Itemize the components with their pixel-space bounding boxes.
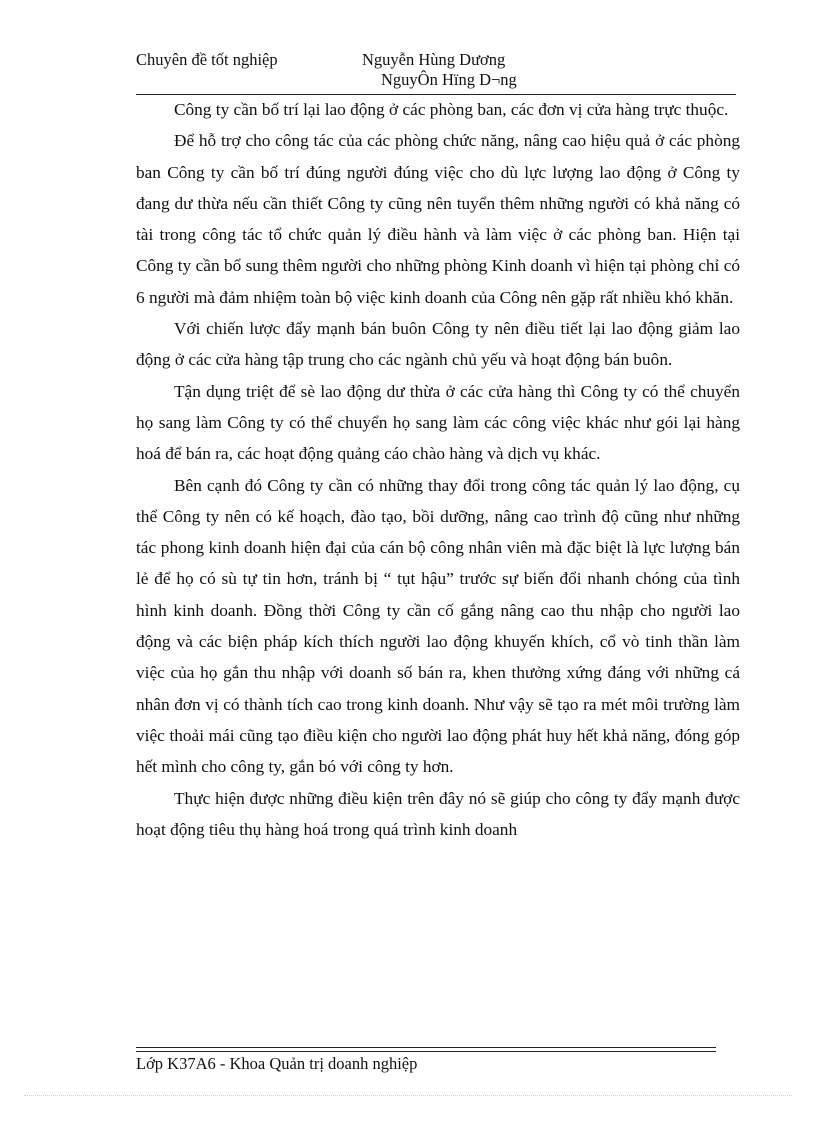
- footer-rule-double: [136, 1051, 716, 1052]
- paragraph: Tận dụng triệt để sè lao động dư thừa ở các cửa hàng thì Công ty có thể chuyển họ sang làm Công ty có thể chuyển họ sang làm các công việc khác như gói lại hàng hoá để bán ra, các hoạt động quảng cáo chào hàng và dịch vụ khác.: [136, 381, 740, 464]
- header-title: Chuyên đề tốt nghiệp: [136, 50, 278, 69]
- page-edge-dotted-line: [24, 1095, 792, 1096]
- paragraph: Công ty cần bố trí lại lao động ở các phòng ban, các đơn vị cửa hàng trực thuộc.: [174, 100, 729, 119]
- page-footer: Lớp K37A6 - Khoa Quản trị doanh nghiệp: [136, 1054, 418, 1073]
- header-author: Nguyễn Hùng Dương: [362, 50, 506, 69]
- header-author-garbled: NguyÔn Hïng D¬ng: [381, 70, 517, 89]
- paragraph: Bên cạnh đó Công ty cần có những thay đổi trong công tác quản lý lao động, cụ thể Công ty nên có kế hoạch, đào tạo, bồi dưỡng, nâng cao trình độ cũng như những tác phong kinh doanh hiện đại của cán bộ công nhân viên mà đặc biệt là lực lượng bán lẻ để họ có sù tự tin hơn, tránh bị “ tụt hậu” trước sự biến đổi nhanh chóng của tình hình kinh doanh. Đồng thời Công ty cần cố gắng nâng cao thu nhập cho người lao động và các biện pháp kích thích người lao động khuyến khích, cổ vò tinh thần làm việc của họ gắn thu nhập với doanh số bán ra, khen thưởng xứng đáng với những cá nhân đơn vị có thành tích cao trong kinh doanh. Như vậy sẽ tạo ra mét môi trường làm việc thoải mái cũng tạo điều kiện cho người lao động phát huy hết khả năng, đóng góp hết mình cho công ty, gắn bó với công ty hơn.: [136, 475, 740, 777]
- paragraph: Với chiến lược đẩy mạnh bán buôn Công ty nên điều tiết lại lao động giảm lao động ở các cửa hàng tập trung cho các ngành chủ yếu và hoạt động bán buôn.: [136, 319, 740, 370]
- body-text: [136, 94, 740, 845]
- page-header: [136, 48, 736, 94]
- paragraph: Thực hiện được những điều kiện trên đây nó sẽ giúp cho công ty đẩy mạnh được hoạt động tiêu thụ hàng hoá trong quá trình kinh doanh: [136, 788, 740, 839]
- footer-rule: [136, 1047, 716, 1048]
- paragraph: Để hỗ trợ cho công tác của các phòng chức năng, nâng cao hiệu quả ở các phòng ban Công ty cần bố trí đúng người đúng việc cho dù lực lượng lao động ở Công ty đang dư thừa nếu cần thiết Công ty cũng nên tuyển thêm những người có khả năng có tài trong công tác tổ chức quản lý điều hành và làm việc ở các phòng ban. Hiện tại Công ty cần bổ sung thêm người cho những phòng Kinh doanh vì hiện tại phòng chỉ có 6 người mà đảm nhiệm toàn bộ việc kinh doanh của Công nên gặp rất nhiều khó khăn.: [136, 131, 740, 307]
